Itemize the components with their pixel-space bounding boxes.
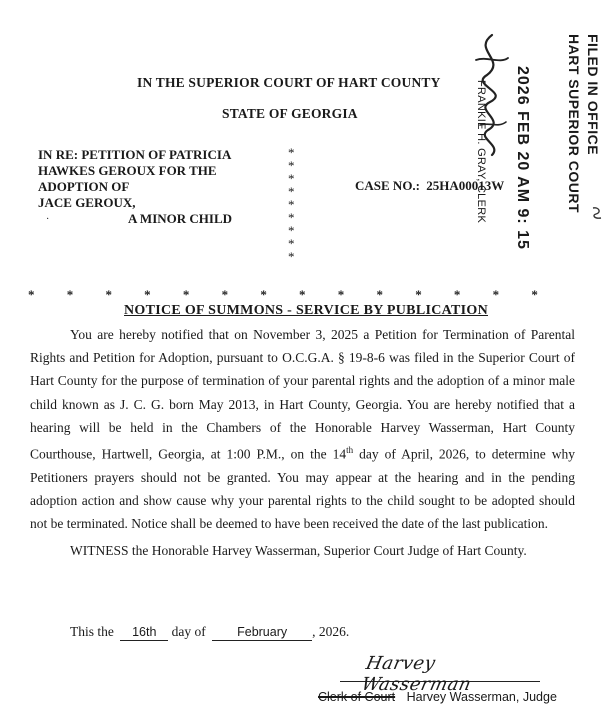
dating-month: February bbox=[212, 625, 312, 641]
stray-mark: · bbox=[46, 214, 50, 225]
dating-year: , 2026. bbox=[312, 624, 350, 639]
case-caption bbox=[38, 147, 231, 211]
caption-line: A MINOR CHILD bbox=[128, 211, 233, 226]
stamp-date-line: 2026 FEB 20 AM 9: 15 bbox=[514, 66, 531, 250]
case-number-value: 25HA00013W bbox=[426, 178, 505, 193]
stamp-court-line: HART SUPERIOR COURT bbox=[566, 34, 582, 214]
judge-title: , Judge bbox=[515, 690, 557, 704]
caption-line: IN RE: PETITION OF PATRICIA bbox=[38, 147, 232, 162]
dating-prefix: This the bbox=[70, 624, 114, 639]
dating-day-of: day of bbox=[171, 624, 206, 639]
notice-title: NOTICE OF SUMMONS - SERVICE BY PUBLICATION bbox=[124, 303, 488, 318]
case-number bbox=[355, 178, 504, 194]
notice-paragraph: You are hereby notified that on November 3, 2025 a Petition for Termination of Parental Rights and Petition for Adoption, pursuant to O.C.G.A. § 19-8-6 was filed in the Superior Court of Hart County for the purpose of termination of your parental rights and the adoption of a minor male child known as J. C. G. born May 2013, in Hart County, Georgia. You are hereby notified that a hearing will be held in the Chambers of the Honorable Harvey Wasserman, Hart County Courthouse, Hartwell, Georgia, at 1:00 P.M., on the 14th day of April, 2026, to determine why Petitioners prayers should not be granted. You may appear at the hearing and in the pending adoption action and show cause why your parental rights to the child sought to be adopted should not be terminated. Notice shall be deemed to have been received the date of the last publication. bbox=[30, 327, 575, 532]
court-heading: IN THE SUPERIOR COURT OF HART COUNTY bbox=[137, 75, 441, 90]
caption-line: ADOPTION OF bbox=[38, 179, 130, 194]
dating-line bbox=[70, 624, 349, 641]
case-number-label: CASE NO.: bbox=[355, 178, 421, 193]
judge-name: Harvey Wasserman bbox=[406, 690, 516, 704]
caption-separator: * * * * * * * * * bbox=[288, 145, 295, 264]
stamp-clerk-line: FRANKIE H. GRAY, CLERK bbox=[475, 80, 487, 224]
clerk-initials-signature bbox=[462, 30, 522, 160]
state-heading: STATE OF GEORGIA bbox=[222, 106, 358, 121]
caption-line: JACE GEROUX, bbox=[38, 195, 136, 210]
dating-day: 16th bbox=[120, 625, 168, 641]
signature-script: Harvey Wasserman bbox=[359, 653, 474, 695]
caption-line: HAWKES GEROUX FOR THE bbox=[38, 163, 217, 178]
witness-paragraph: WITNESS the Honorable Harvey Wasserman, Superior Court Judge of Hart County. bbox=[70, 543, 527, 559]
stamp-filed-line: FILED IN OFFICE bbox=[585, 34, 601, 156]
star-divider: * * * * * * * * * * * * * * bbox=[28, 287, 538, 302]
notice-body bbox=[30, 323, 575, 563]
judge-signature bbox=[340, 645, 540, 695]
struck-clerk-title: Clerk of Court bbox=[318, 690, 396, 704]
stamp-mark-icon bbox=[590, 205, 604, 221]
signature-block bbox=[318, 690, 557, 704]
